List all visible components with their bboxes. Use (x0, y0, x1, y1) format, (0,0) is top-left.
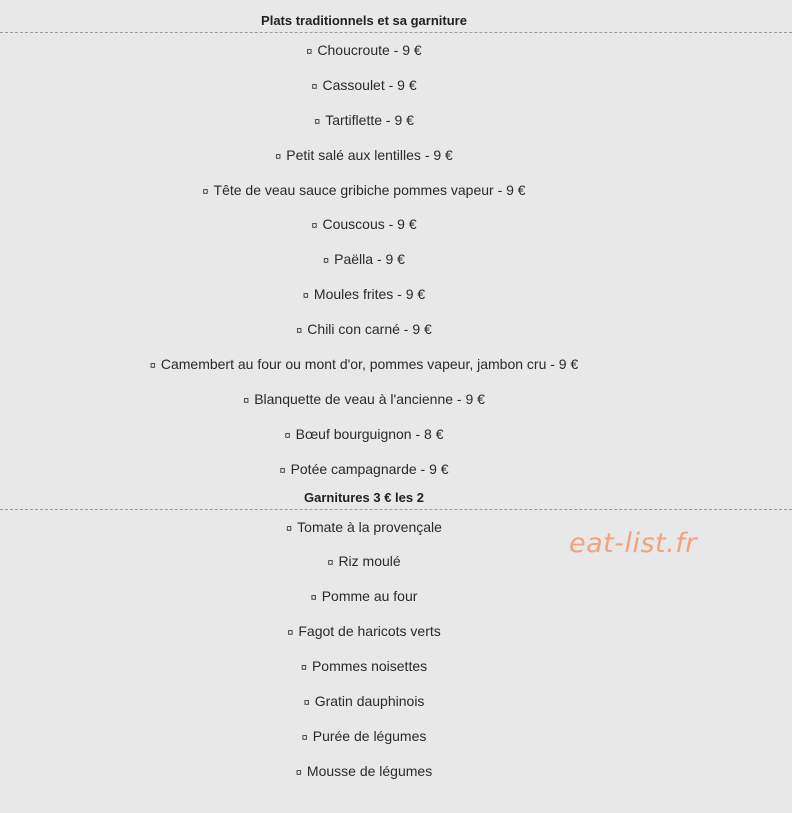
bullet-icon: ¤ (295, 766, 302, 779)
menu-item (0, 719, 728, 754)
menu-item-label: Fagot de haricots verts (298, 623, 441, 640)
menu-item-label: Cassoulet - 9 € (322, 76, 417, 93)
bullet-icon: ¤ (311, 220, 318, 233)
bullet-icon: ¤ (287, 627, 294, 640)
bullet-icon: ¤ (323, 255, 330, 268)
bullet-icon: ¤ (310, 592, 317, 605)
menu-item-label: Chili con carné - 9 € (307, 321, 432, 338)
bullet-icon: ¤ (300, 662, 307, 675)
menu-item (0, 347, 728, 382)
menu-item-label: Gratin dauphinois (314, 693, 425, 710)
menu-item (0, 277, 728, 312)
menu-item-label: Pomme au four (321, 588, 418, 605)
menu-item-label: Moules frites - 9 € (313, 286, 426, 303)
menu-item-label: Blanquette de veau à l'ancienne - 9 € (254, 390, 485, 407)
bullet-icon: ¤ (302, 290, 309, 303)
section-title-garnitures: Garnitures 3 € les 2 (304, 489, 424, 505)
menu-item-label: Choucroute - 9 € (317, 42, 422, 58)
menu-item (0, 684, 728, 719)
menu-item-label: Paëlla - 9 € (334, 251, 405, 268)
menu-item (0, 649, 728, 684)
menu-item (0, 452, 728, 487)
bullet-icon: ¤ (301, 731, 308, 744)
menu-item (0, 207, 728, 242)
bullet-icon: ¤ (202, 185, 209, 198)
menu-item (0, 417, 728, 452)
watermark-logo: eat-list.fr (569, 528, 697, 559)
menu-item-label: Tartiflette - 9 € (325, 111, 414, 128)
bullet-icon: ¤ (327, 557, 334, 570)
menu-item-label: Couscous - 9 € (322, 216, 417, 233)
menu-item-label: Purée de légumes (312, 727, 427, 744)
bullet-icon: ¤ (275, 150, 282, 163)
menu-list-plats (0, 33, 728, 487)
bullet-icon: ¤ (303, 697, 310, 710)
menu-item (0, 579, 728, 614)
bullet-icon: ¤ (279, 464, 286, 477)
menu-item (0, 138, 728, 173)
menu-item-label: Potée campagnarde - 9 € (290, 460, 449, 477)
menu-item (0, 312, 728, 347)
bullet-icon: ¤ (311, 80, 318, 93)
menu-item (0, 68, 728, 103)
menu-item (0, 33, 728, 68)
menu-item (0, 173, 728, 208)
bullet-icon: ¤ (284, 429, 291, 442)
section-title-plats: Plats traditionnels et sa garniture (261, 13, 467, 28)
menu-item (0, 242, 728, 277)
menu-item-label: Mousse de légumes (306, 762, 433, 779)
bullet-icon: ¤ (286, 522, 293, 535)
menu-item-label: Pommes noisettes (311, 658, 428, 675)
menu-item-label: Tête de veau sauce gribiche pommes vapeur - 9 € (213, 181, 526, 198)
bullet-icon: ¤ (306, 46, 313, 58)
menu-item (0, 614, 728, 649)
menu-item-label: Petit salé aux lentilles - 9 € (286, 146, 453, 163)
menu-item-label: Bœuf bourguignon - 8 € (295, 425, 444, 442)
menu-item-label: Tomate à la provençale (297, 518, 442, 535)
menu-item (0, 754, 728, 789)
bullet-icon: ¤ (243, 394, 250, 407)
bullet-icon: ¤ (314, 115, 321, 128)
menu-item (0, 103, 728, 138)
bullet-icon: ¤ (296, 325, 303, 338)
bullet-icon: ¤ (149, 360, 156, 373)
menu-item-label: Riz moulé (338, 553, 401, 570)
menu-item-label: Camembert au four ou mont d'or, pommes vapeur, jambon cru - 9 € (160, 356, 579, 373)
menu-item (0, 382, 728, 417)
